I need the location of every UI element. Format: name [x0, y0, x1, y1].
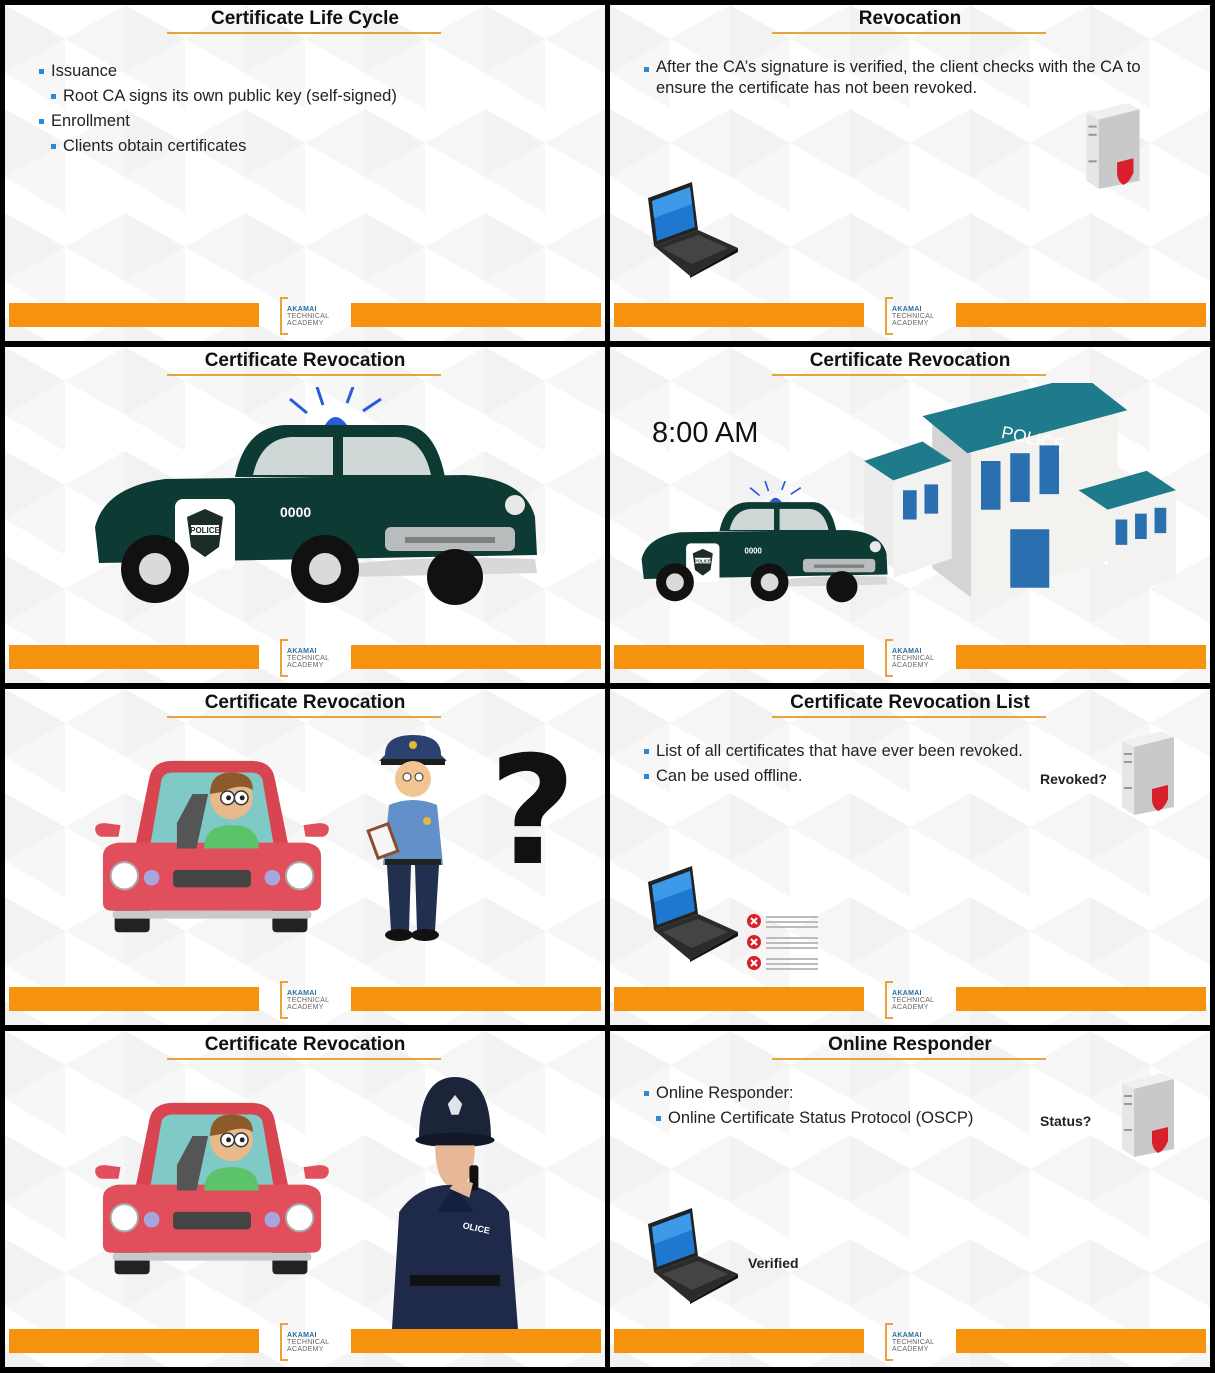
bullet-list: [39, 59, 397, 159]
server-icon: [1082, 99, 1144, 191]
bullet-item: After the CA’s signature is verified, the client checks with the CA to: [644, 57, 1141, 78]
police-car-icon: [636, 481, 892, 609]
slide-certificate-revocation-bobby: [5, 1031, 605, 1367]
server-icon: [1118, 1069, 1178, 1159]
slide-online-responder: [610, 1031, 1210, 1367]
revoked-entry: [747, 935, 818, 949]
title-underline: [167, 716, 441, 718]
slide-title: Certificate Revocation List: [790, 692, 1030, 713]
red-car-icon: [95, 1097, 329, 1282]
akamai-logo: AKAMAI TECHNICAL ACADEMY: [280, 637, 340, 679]
slide-certificate-revocation-car: [5, 347, 605, 683]
slide-certificate-revocation-station: [610, 347, 1210, 683]
bullet-item-continuation: ensure the certificate has not been revoked.: [656, 79, 978, 97]
slide-revocation: [610, 5, 1210, 341]
footer-bar-left: [614, 1329, 864, 1353]
footer-bar-right: [956, 645, 1206, 669]
bullet-list: [644, 1081, 973, 1131]
bullet-item: Issuance: [39, 59, 397, 84]
akamai-logo: AKAMAI TECHNICAL ACADEMY: [885, 979, 945, 1021]
police-station-icon: [864, 383, 1176, 617]
footer-bar-left: [9, 303, 259, 327]
slide-title: Online Responder: [828, 1034, 992, 1055]
slide-title: Certificate Revocation: [204, 350, 406, 371]
time-label: 8:00 AM: [652, 417, 759, 449]
revoked-label: Revoked?: [1040, 771, 1107, 787]
title-underline: [167, 374, 441, 376]
akamai-logo: AKAMAI TECHNICAL ACADEMY: [280, 1321, 340, 1363]
footer-bar-right: [956, 987, 1206, 1011]
bullet-item: Enrollment: [39, 109, 397, 134]
title-underline: [772, 32, 1046, 34]
footer-bar-left: [9, 645, 259, 669]
slide-title: Certificate Revocation: [809, 350, 1011, 371]
bullet-list: [644, 57, 1141, 99]
revoked-list-icon: [746, 911, 822, 971]
akamai-logo: AKAMAI TECHNICAL ACADEMY: [280, 979, 340, 1021]
slide-certificate-revocation-officer: [5, 689, 605, 1025]
title-underline: [772, 1058, 1046, 1060]
bullet-list: [644, 739, 1023, 789]
slide-title: Certificate Life Cycle: [211, 8, 399, 29]
bullet-subitem: Root CA signs its own public key (self-signed): [51, 84, 397, 109]
footer-bar-right: [351, 303, 601, 327]
footer-bar-right: [351, 1329, 601, 1353]
revoked-entry: [747, 914, 818, 928]
bullet-item: Online Responder:: [644, 1081, 973, 1106]
slide-certificate-revocation-list: [610, 689, 1210, 1025]
laptop-icon: [640, 1203, 740, 1305]
police-car-icon: [85, 387, 545, 617]
laptop-icon: [640, 177, 740, 279]
footer-bar-left: [614, 303, 864, 327]
status-label: Status?: [1040, 1113, 1092, 1129]
title-underline: [772, 374, 1046, 376]
slide-certificate-life-cycle: [5, 5, 605, 341]
server-icon: [1118, 727, 1178, 817]
slide-title: Revocation: [858, 8, 962, 29]
slide-title: Certificate Revocation: [204, 692, 406, 713]
bullet-item: Can be used offline.: [644, 764, 1023, 789]
akamai-logo: AKAMAI TECHNICAL ACADEMY: [885, 637, 945, 679]
red-car-icon: [95, 755, 329, 940]
akamai-logo: AKAMAI TECHNICAL ACADEMY: [885, 295, 945, 337]
background-pattern: [5, 5, 605, 341]
bullet-subitem: Clients obtain certificates: [51, 134, 397, 159]
british-police-officer-icon: [375, 1077, 535, 1329]
footer-bar-left: [9, 987, 259, 1011]
title-underline: [167, 32, 441, 34]
slide-title: Certificate Revocation: [204, 1034, 406, 1055]
footer-bar-left: [614, 987, 864, 1011]
question-mark: ?: [489, 725, 577, 899]
revoked-entry: [747, 956, 818, 970]
laptop-icon: [640, 861, 740, 963]
footer-bar-right: [956, 303, 1206, 327]
footer-bar-right: [351, 645, 601, 669]
akamai-logo: AKAMAI TECHNICAL ACADEMY: [280, 295, 340, 337]
footer-bar-right: [956, 1329, 1206, 1353]
bullet-subitem: Online Certificate Status Protocol (OSCP): [656, 1106, 973, 1131]
akamai-logo: AKAMAI TECHNICAL ACADEMY: [885, 1321, 945, 1363]
title-underline: [167, 1058, 441, 1060]
title-underline: [772, 716, 1046, 718]
verified-label: Verified: [748, 1255, 799, 1271]
footer-bar-right: [351, 987, 601, 1011]
police-officer-icon: [363, 735, 463, 945]
footer-bar-left: [614, 645, 864, 669]
bullet-item: List of all certificates that have ever been revoked.: [644, 739, 1023, 764]
footer-bar-left: [9, 1329, 259, 1353]
